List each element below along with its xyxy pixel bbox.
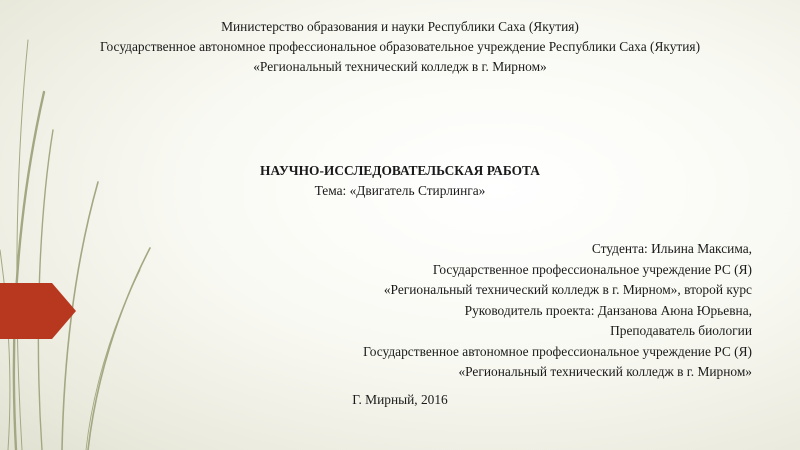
student-institution: Государственное профессиональное учреждение РС (Я) [432, 261, 752, 277]
student-name: Студента: Ильина Максима, [591, 241, 752, 256]
header-ministry: Министерство образования и науки Республики Саха (Якутия) [221, 19, 579, 34]
city-year [0, 390, 800, 410]
decorative-curve [86, 270, 140, 450]
title-block [0, 161, 800, 201]
supervisor-institution: Государственное автономное профессиональное учреждение РС (Я) [363, 343, 752, 359]
supervisor-name: Руководитель проекта: Данзанова Аюна Юрьевна, [464, 302, 752, 318]
author-info [232, 239, 752, 383]
organization-header [0, 17, 800, 77]
page-title: НАУЧНО-ИССЛЕДОВАТЕЛЬСКАЯ РАБОТА [260, 163, 540, 178]
decorative-curve [0, 250, 10, 450]
student-college-course: «Региональный технический колледж в г. Мирном», второй курс [383, 282, 752, 297]
city-year-text: Г. Мирный, 2016 [352, 392, 448, 407]
topic-subtitle: Тема: «Двигатель Стирлинга» [314, 183, 486, 198]
supervisor-college: «Региональный технический колледж в г. Мирном» [458, 364, 752, 379]
header-college: «Региональный технический колледж в г. Мирном» [253, 59, 547, 74]
decorative-curve [88, 248, 150, 450]
supervisor-position: Преподаватель биологии [610, 323, 752, 338]
header-institution: Государственное автономное профессиональное образовательное учреждение Республики Саха (Якутия) [99, 39, 701, 54]
accent-arrow [0, 283, 76, 339]
